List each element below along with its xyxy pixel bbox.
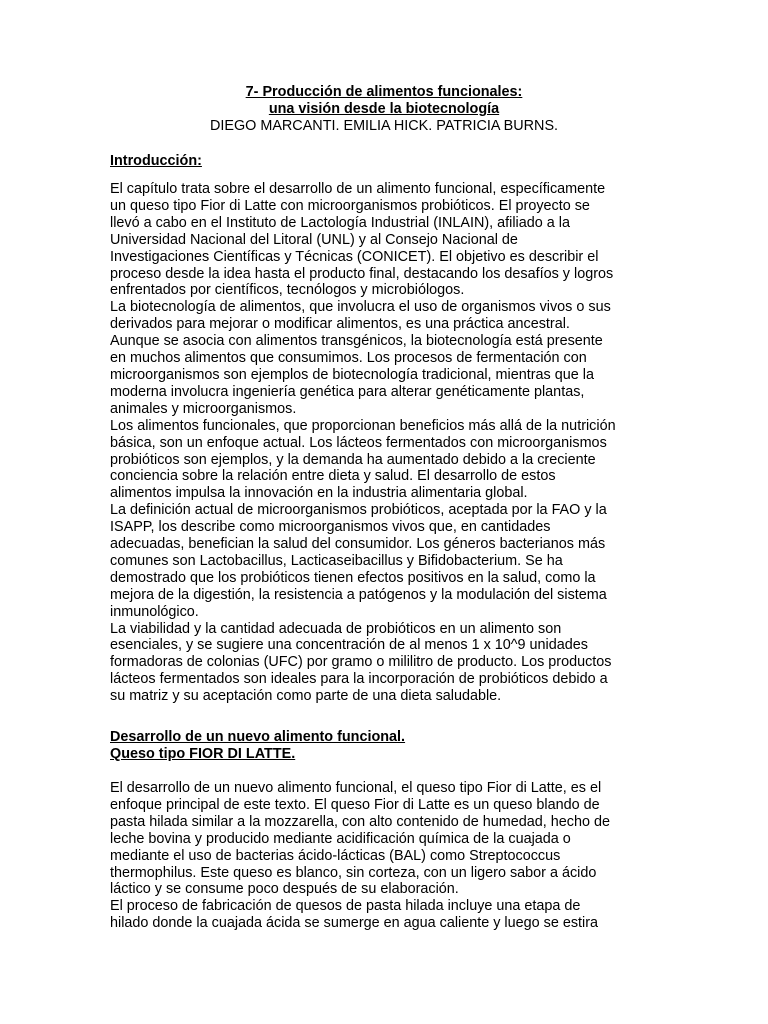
desarrollo-body	[110, 780, 630, 932]
paragraph-line: esenciales, y se sugiere una concentración de al menos 1 x 10^9 unidades	[110, 637, 588, 654]
paragraph-line: proceso desde la idea hasta el producto final, destacando los desafíos y logros	[110, 265, 614, 282]
paragraph-line: El desarrollo de un nuevo alimento funcional, el queso tipo Fior di Latte, es el	[110, 780, 602, 796]
paragraph-line: El proceso de fabricación de quesos de pasta hilada incluye una etapa de	[110, 898, 581, 915]
paragraph-line: Universidad Nacional del Litoral (UNL) y al Consejo Nacional de	[110, 231, 518, 248]
paragraph-line: microorganismos son ejemplos de biotecnología tradicional, mientras que la	[110, 366, 594, 383]
authors: DIEGO MARCANTI. EMILIA HICK. PATRICIA BURNS.	[209, 118, 559, 134]
paragraph-line: Aunque se asocia con alimentos transgénicos, la biotecnología está presente	[110, 333, 603, 350]
desarrollo-heading-line-1: Desarrollo de un nuevo alimento funcional.	[110, 729, 406, 745]
paragraph-line: leche bovina y producido mediante acidificación química de la cuajada o	[110, 830, 571, 847]
paragraph-line: probióticos son ejemplos, y la demanda ha aumentado debido a la creciente	[110, 451, 596, 468]
paragraph-line: La definición actual de microorganismos probióticos, aceptada por la FAO y la	[110, 502, 607, 519]
paragraph-line: su matriz y su aceptación como parte de una dieta saludable.	[110, 688, 502, 705]
paragraph-line: alimentos impulsa la innovación en la industria alimentaria global.	[110, 485, 528, 502]
paragraph-line: láctico y se consume poco después de su elaboración.	[110, 881, 459, 898]
paragraph-line: La viabilidad y la cantidad adecuada de probióticos en un alimento son	[110, 620, 562, 637]
paragraph-line: derivados para mejorar o modificar alimentos, es una práctica ancestral.	[110, 316, 570, 333]
document-header	[0, 84, 768, 135]
paragraph-line: animales y microorganismos.	[110, 400, 297, 417]
paragraph-line: adecuadas, benefician la salud del consumidor. Los géneros bacterianos más	[110, 536, 606, 553]
intro-body	[110, 181, 630, 705]
paragraph-line: Investigaciones Científicas y Técnicas (CONICET). El objetivo es describir el	[110, 248, 599, 265]
paragraph-line: un queso tipo Fior di Latte con microorganismos probióticos. El proyecto se	[110, 197, 590, 214]
paragraph-line: llevó a cabo en el Instituto de Lactología Industrial (INLAIN), afiliado a la	[110, 214, 570, 231]
paragraph-line: demostrado que los probióticos tienen efectos positivos en la salud, como la	[110, 569, 596, 586]
desarrollo-heading-line-2: Queso tipo FIOR DI LATTE.	[110, 746, 296, 762]
paragraph-line: mejora de la digestión, la resistencia a patógenos y la modulación del sistema	[110, 586, 607, 603]
paragraph-line: enfrentados por científicos, tecnólogos y microbiólogos.	[110, 282, 465, 299]
paragraph-line: mediante el uso de bacterias ácido-lácticas (BAL) como Streptococcus	[110, 847, 561, 864]
desarrollo-heading	[110, 729, 405, 763]
paragraph-line: El capítulo trata sobre el desarrollo de un alimento funcional, específicamente	[110, 181, 606, 197]
title-line-1: 7- Producción de alimentos funcionales:	[245, 84, 523, 100]
intro-heading: Introducción:	[110, 153, 202, 169]
paragraph-line: moderna involucra ingeniería genética para alterar genéticamente plantas,	[110, 383, 585, 400]
paragraph-line: conciencia sobre la relación entre dieta y salud. El desarrollo de estos	[110, 468, 556, 485]
paragraph-line: La biotecnología de alimentos, que involucra el uso de organismos vivos o sus	[110, 299, 611, 316]
paragraph-line: ISAPP, los describe como microorganismos vivos que, en cantidades	[110, 519, 551, 536]
paragraph-line: comunes son Lactobacillus, Lacticaseibacillus y Bifidobacterium. Se ha	[110, 552, 563, 569]
paragraph-line: en muchos alimentos que consumimos. Los procesos de fermentación con	[110, 350, 587, 367]
title-line-2: una visión desde la biotecnología	[268, 101, 500, 117]
paragraph-line: enfoque principal de este texto. El queso Fior di Latte es un queso blando de	[110, 796, 600, 813]
paragraph-line: pasta hilada similar a la mozzarella, con alto contenido de humedad, hecho de	[110, 813, 610, 830]
paragraph-line: Los alimentos funcionales, que proporcionan beneficios más allá de la nutrición	[110, 417, 616, 434]
paragraph-line: hilado donde la cuajada ácida se sumerge en agua caliente y luego se estira	[110, 915, 599, 932]
paragraph-line: lácteos fermentados son ideales para la incorporación de probióticos debido a	[110, 671, 608, 688]
paragraph-line: formadoras de colonias (UFC) por gramo o mililitro de producto. Los productos	[110, 654, 612, 671]
paragraph-line: thermophilus. Este queso es blanco, sin corteza, con un ligero sabor a ácido	[110, 864, 597, 881]
paragraph-line: básica, son un enfoque actual. Los lácteos fermentados con microorganismos	[110, 434, 607, 451]
paragraph-line: inmunológico.	[110, 603, 199, 620]
